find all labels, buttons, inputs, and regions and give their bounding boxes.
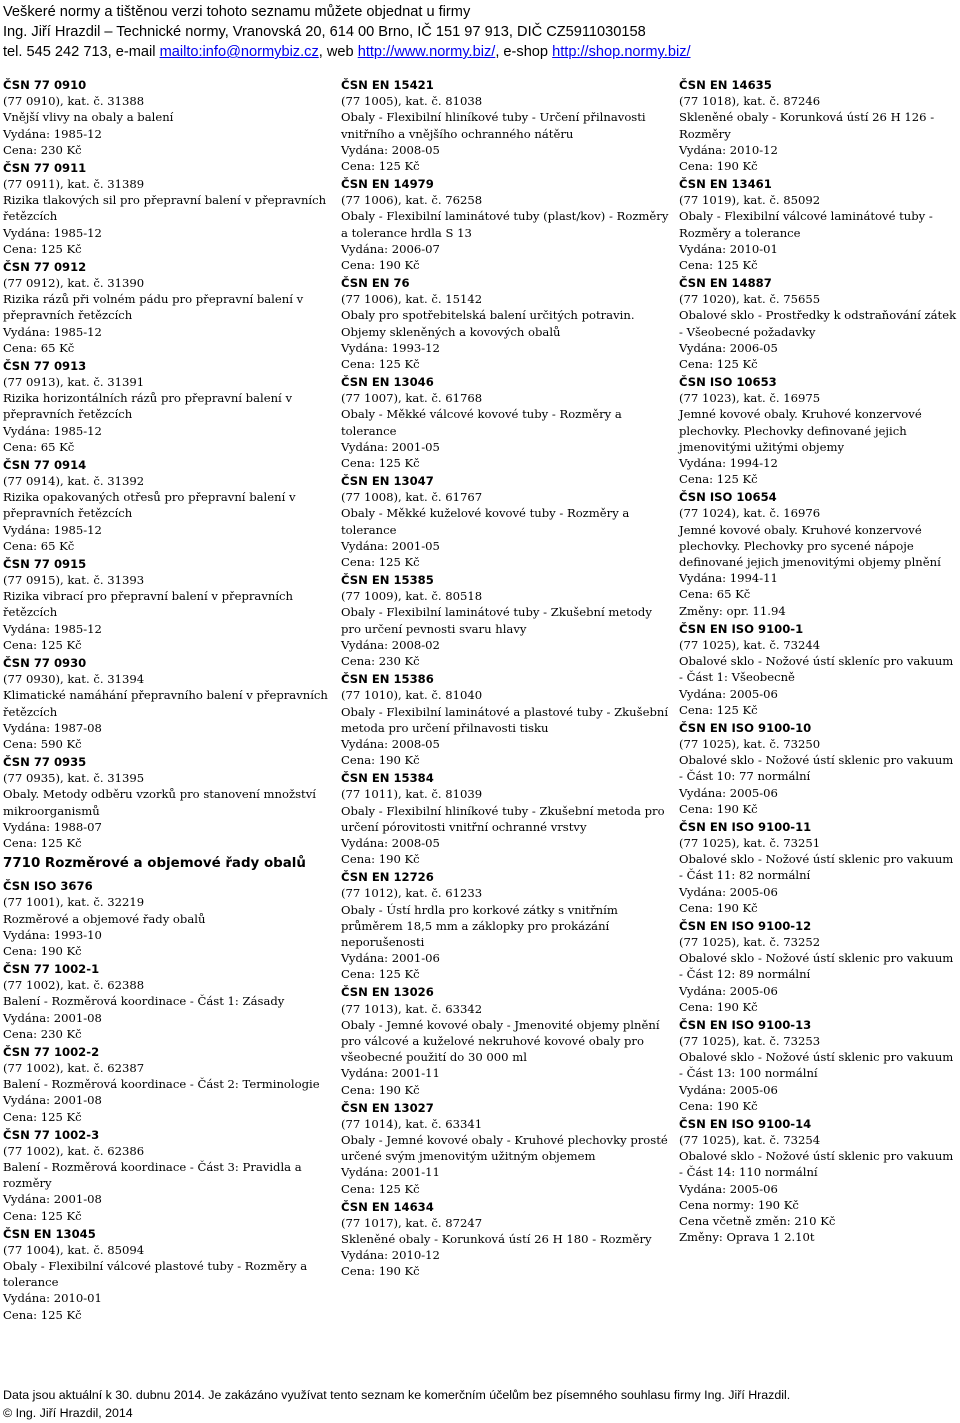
standard-detail-line: Vydána: 1985-12 — [3, 225, 102, 240]
standard-code: ČSN 77 0912 — [3, 259, 87, 274]
standard-entry — [341, 869, 671, 982]
standard-detail-line: Vydána: 2001-08 — [3, 1010, 102, 1025]
standard-code: ČSN 77 1002-2 — [3, 1044, 100, 1059]
standard-code: ČSN EN ISO 9100-11 — [679, 819, 812, 834]
standard-code: ČSN 77 0935 — [3, 754, 87, 769]
standard-code: ČSN EN 15386 — [341, 672, 434, 687]
standard-detail-line: Cena: 125 Kč — [679, 702, 758, 717]
standard-detail-line: (77 0910), kat. č. 31388 — [3, 94, 145, 109]
standard-detail-line: Cena: 190 Kč — [679, 801, 758, 816]
standard-detail-line: Skleněné obaly - Korunková ústí 26 H 180 - Rozměry — [341, 1231, 652, 1246]
standard-detail-line: Balení - Rozměrová koordinace - Část 3: Pravidla a rozměry — [3, 1159, 302, 1191]
standard-detail-line: Balení - Rozměrová koordinace - Část 1: Zásady — [3, 994, 285, 1009]
standard-detail-line: Vydána: 1993-10 — [3, 927, 102, 942]
standard-detail-line: Obaly - Flexibilní laminátové tuby - Zkušební metody pro určení pevnosti svaru hlavy — [341, 605, 652, 636]
standard-detail-line: (77 1002), kat. č. 62387 — [3, 1060, 145, 1075]
standard-detail-line: Cena: 125 Kč — [3, 1109, 82, 1124]
standard-code: ČSN 77 0911 — [3, 160, 87, 175]
standard-detail-line: (77 1005), kat. č. 81038 — [341, 94, 483, 109]
standard-detail-line: (77 0912), kat. č. 31390 — [3, 276, 145, 291]
standard-detail-line: Vydána: 2008-05 — [341, 835, 440, 850]
standard-entry — [679, 489, 957, 619]
standard-detail-line: Cena: 65 Kč — [679, 587, 751, 602]
header-company-info: Ing. Jiří Hrazdil – Technické normy, Vranovská 20, 614 00 Brno, IČ 151 97 913, DIČ CZ5911030158 — [3, 24, 646, 40]
standard-detail-line: Obaly - Flexibilní válcové plastové tuby - Rozměry a tolerance — [3, 1258, 308, 1290]
standard-code: ČSN EN 76 — [341, 276, 410, 291]
standard-detail-line: (77 0915), kat. č. 31393 — [3, 573, 145, 588]
standard-code: ČSN EN 14887 — [679, 276, 772, 291]
standard-detail-line: Vydána: 2005-06 — [679, 1181, 778, 1196]
standard-entry — [3, 1226, 333, 1323]
standard-code: ČSN EN 13046 — [341, 375, 434, 390]
standard-detail-line: Změny: opr. 11.94 — [679, 603, 786, 618]
standard-code: ČSN EN 13461 — [679, 177, 772, 192]
standard-detail-line: (77 1025), kat. č. 73252 — [679, 934, 821, 949]
standard-code: ČSN ISO 10654 — [679, 490, 777, 505]
standard-detail-line: Cena: 125 Kč — [341, 1181, 420, 1196]
standard-detail-line: Obalové sklo - Nožové ústí sklenic pro vakuum - Část 13: 100 normální — [679, 1050, 954, 1081]
standard-detail-line: (77 1019), kat. č. 85092 — [679, 193, 821, 208]
header-phone-text: tel. 545 242 713, e-mail — [3, 44, 160, 60]
standard-detail-line: Vydána: 2001-11 — [341, 1066, 440, 1081]
standard-detail-line: Cena: 230 Kč — [3, 142, 82, 157]
standard-detail-line: Cena: 190 Kč — [679, 999, 758, 1014]
standard-entry — [3, 358, 333, 455]
standard-detail-line: (77 0935), kat. č. 31395 — [3, 771, 145, 786]
standard-code: ČSN EN 13045 — [3, 1226, 96, 1241]
standard-detail-line: Vydána: 2010-12 — [341, 1248, 440, 1263]
standard-detail-line: (77 0911), kat. č. 31389 — [3, 177, 145, 192]
standard-code: ČSN EN 15384 — [341, 771, 434, 786]
standard-entry — [679, 77, 957, 174]
standard-detail-line: (77 1024), kat. č. 16976 — [679, 506, 821, 521]
standard-detail-line: Vydána: 1985-12 — [3, 324, 102, 339]
standard-detail-line: (77 1025), kat. č. 73251 — [679, 835, 821, 850]
standard-detail-line: Vydána: 1985-12 — [3, 522, 102, 537]
standard-entry — [3, 160, 333, 257]
standard-code: ČSN EN 14635 — [679, 78, 772, 92]
standard-entry — [3, 556, 333, 653]
catalog-column-2 — [341, 77, 671, 1281]
standard-detail-line: Cena: 190 Kč — [341, 753, 420, 768]
standard-entry — [679, 275, 957, 372]
standard-entry — [341, 77, 671, 174]
standard-detail-line: Vydána: 2001-08 — [3, 1093, 102, 1108]
standard-detail-line: Jemné kovové obaly. Kruhové konzervové plechovky. Plechovky pro sycené nápoje definované jejich jmenovitými objemy plnění — [679, 522, 941, 570]
standard-detail-line: Vydána: 2008-05 — [341, 142, 440, 157]
standard-detail-line: Obalové sklo - Nožové ústí sklenic pro vakuum - Část 14: 110 normální — [679, 1149, 954, 1180]
standard-detail-line: Vydána: 1985-12 — [3, 126, 102, 141]
standard-detail-line: (77 1007), kat. č. 61768 — [341, 391, 483, 406]
standard-detail-line: (77 1013), kat. č. 63342 — [341, 1001, 483, 1016]
standard-detail-line: Vydána: 2001-06 — [341, 951, 440, 966]
standard-detail-line: Obaly - Jemné kovové obaly - Jmenovité objemy plnění pro válcové a kuželové nekruhové kovové obaly pro všeobecné použití do 30 000 ml — [341, 1017, 660, 1065]
standard-detail-line: Cena: 190 Kč — [341, 852, 420, 867]
standard-code: ČSN 77 0910 — [3, 78, 87, 92]
standard-detail-line: Vydána: 1985-12 — [3, 423, 102, 438]
standard-entry — [341, 176, 671, 273]
standard-entry — [3, 961, 333, 1042]
standard-code: ČSN 77 0914 — [3, 457, 87, 472]
standard-detail-line: (77 0930), kat. č. 31394 — [3, 672, 145, 687]
eshop-link[interactable]: http://shop.normy.biz/ — [552, 44, 691, 60]
standard-detail-line: Vydána: 2010-01 — [679, 241, 778, 256]
standard-entry — [3, 878, 333, 959]
standard-code: ČSN EN ISO 9100-12 — [679, 918, 812, 933]
standard-detail-line: Vydána: 2001-08 — [3, 1192, 102, 1207]
standard-detail-line: Klimatické namáhání přepravního balení v přepravních řetězcích — [3, 688, 328, 719]
standard-entry — [341, 671, 671, 768]
standard-detail-line: Obaly - Měkké kuželové kovové tuby - Rozměry a tolerance — [341, 506, 630, 537]
standard-detail-line: Skleněné obaly - Korunková ústí 26 H 126 - Rozměry — [679, 110, 935, 141]
standard-code: ČSN 77 1002-3 — [3, 1127, 100, 1142]
standard-detail-line: Vydána: 1994-12 — [679, 456, 778, 471]
standard-code: ČSN EN 13047 — [341, 474, 434, 489]
standard-detail-line: Cena: 125 Kč — [679, 472, 758, 487]
standard-detail-line: Balení - Rozměrová koordinace - Část 2: Terminologie — [3, 1077, 320, 1092]
standard-detail-line: Cena: 190 Kč — [341, 258, 420, 273]
standard-detail-line: Rizika tlakových sil pro přepravní balení v přepravních řetězcích — [3, 193, 327, 224]
standard-detail-line: Cena: 125 Kč — [341, 967, 420, 982]
standard-detail-line: Rizika horizontálních rázů pro přepravní balení v přepravních řetězcích — [3, 391, 292, 422]
standard-detail-line: (77 1001), kat. č. 32219 — [3, 895, 145, 910]
standard-detail-line: (77 0913), kat. č. 31391 — [3, 375, 145, 390]
header-contact-line — [3, 42, 953, 62]
standard-detail-line: (77 1011), kat. č. 81039 — [341, 787, 483, 802]
standard-detail-line: Obalové sklo - Nožové ústí sklenic pro vakuum - Část 11: 82 normální — [679, 852, 954, 883]
standard-detail-line: Cena: 190 Kč — [679, 900, 758, 915]
standard-detail-line: (77 1012), kat. č. 61233 — [341, 886, 483, 901]
standard-entry — [3, 259, 333, 356]
standard-entry — [341, 1199, 671, 1280]
standard-detail-line: Vydána: 2001-05 — [341, 538, 440, 553]
standard-code: ČSN 77 0915 — [3, 556, 87, 571]
standard-detail-line: Vydána: 2010-01 — [3, 1291, 102, 1306]
standard-detail-line: Vydána: 2005-06 — [679, 785, 778, 800]
standard-detail-line: Vydána: 2008-05 — [341, 736, 440, 751]
standard-detail-line: Cena: 230 Kč — [341, 654, 420, 669]
standard-detail-line: Cena: 190 Kč — [3, 943, 82, 958]
standard-detail-line: Cena: 65 Kč — [3, 538, 75, 553]
standard-code: ČSN EN 12726 — [341, 870, 434, 885]
standard-code: ČSN EN 14634 — [341, 1199, 434, 1214]
footer-copyright: © Ing. Jiří Hrazdil, 2014 — [3, 1406, 133, 1420]
standard-entry — [679, 374, 957, 487]
standard-detail-line: (77 1018), kat. č. 87246 — [679, 94, 821, 109]
standard-detail-line: Změny: Oprava 1 2.10t — [679, 1230, 815, 1245]
standard-detail-line: (77 1025), kat. č. 73250 — [679, 736, 821, 751]
page-footer — [3, 1386, 958, 1422]
standard-detail-line: Obalové sklo - Nožové ústí sklenic pro vakuum - Část 10: 77 normální — [679, 753, 954, 784]
standard-detail-line: Rizika rázů při volném pádu pro přepravní balení v přepravních řetězcích — [3, 292, 304, 323]
standard-detail-line: Cena: 125 Kč — [341, 357, 420, 372]
standard-entry — [341, 572, 671, 669]
footer-disclaimer: Data jsou aktuální k 30. dubnu 2014. Je zakázáno využívat tento seznam ke komerčním účelům bez písemného souhlasu firmy Ing. Jiří Hrazdil. — [3, 1388, 791, 1402]
standard-code: ČSN EN 13026 — [341, 985, 434, 1000]
standard-code: ČSN ISO 3676 — [3, 879, 93, 894]
standard-detail-line: Obaly - Ústí hrdla pro korkové zátky s vnitřním průměrem 18,5 mm a záklopky pro prokázání neporušenosti — [341, 902, 618, 949]
standard-detail-line: Cena: 230 Kč — [3, 1026, 82, 1041]
standard-entry — [3, 754, 333, 851]
section-heading: 7710 Rozměrové a objemové řady obalů — [3, 856, 306, 872]
standard-detail-line: Obaly - Jemné kovové obaly - Kruhové plechovky prosté určené svým jmenovitým užitným objemem — [341, 1132, 668, 1164]
standard-detail-line: (77 1002), kat. č. 62388 — [3, 978, 145, 993]
standard-detail-line: Cena: 190 Kč — [679, 1098, 758, 1113]
standard-detail-line: Cena: 125 Kč — [341, 555, 420, 570]
standard-detail-line: Cena: 125 Kč — [3, 637, 82, 652]
header-web-label: , web — [318, 44, 358, 60]
standard-detail-line: Cena: 65 Kč — [3, 340, 75, 355]
standard-code: ČSN 77 0930 — [3, 655, 87, 670]
catalog-column-3 — [679, 77, 957, 1247]
standard-detail-line: Cena: 125 Kč — [341, 159, 420, 174]
standard-entry — [341, 984, 671, 1097]
standard-detail-line: Cena: 125 Kč — [3, 835, 82, 850]
standard-detail-line: Vydána: 2005-06 — [679, 686, 778, 701]
standard-detail-line: Vydána: 1985-12 — [3, 621, 102, 636]
standard-detail-line: Vydána: 1993-12 — [341, 340, 440, 355]
standard-detail-line: (77 1002), kat. č. 62386 — [3, 1143, 145, 1158]
standard-entry — [3, 1127, 333, 1224]
standard-detail-line: (77 1004), kat. č. 85094 — [3, 1242, 145, 1257]
standard-detail-line: (77 1006), kat. č. 76258 — [341, 193, 483, 208]
standard-detail-line: Vydána: 2001-11 — [341, 1165, 440, 1180]
standard-detail-line: Rozměrové a objemové řady obalů — [3, 911, 206, 926]
standard-detail-line: Vydána: 1994-11 — [679, 571, 778, 586]
standard-entry — [341, 275, 671, 372]
standard-entry — [3, 1044, 333, 1125]
standard-code: ČSN 77 1002-1 — [3, 961, 100, 976]
standard-entry — [3, 77, 333, 158]
standard-detail-line: Obalové sklo - Prostředky k odstraňování zátek - Všeobecné požadavky — [679, 308, 957, 339]
standard-code: ČSN ISO 10653 — [679, 375, 777, 390]
standard-detail-line: Vydána: 2010-12 — [679, 142, 778, 157]
standard-code: ČSN EN 15385 — [341, 573, 434, 588]
standard-code: ČSN EN ISO 9100-1 — [679, 621, 804, 636]
standard-detail-line: Obaly. Metody odběru vzorků pro stanovení množství mikroorganismů — [3, 787, 316, 818]
standard-detail-line: (77 1008), kat. č. 61767 — [341, 490, 483, 505]
standard-detail-line: Vydána: 2005-06 — [679, 884, 778, 899]
standard-code: ČSN EN ISO 9100-14 — [679, 1116, 812, 1131]
standard-detail-line: (77 1023), kat. č. 16975 — [679, 391, 821, 406]
standard-entry — [3, 655, 333, 752]
standard-detail-line: Vydána: 1987-08 — [3, 720, 102, 735]
standard-detail-line: Obaly pro spotřebitelská balení určitých potravin. Objemy skleněných a kovových obalů — [341, 308, 635, 339]
standard-detail-line: Cena: 125 Kč — [679, 258, 758, 273]
standard-entry — [341, 374, 671, 471]
standard-entry — [341, 770, 671, 867]
standard-detail-line: Cena: 190 Kč — [679, 159, 758, 174]
standard-detail-line: Cena: 125 Kč — [3, 1307, 82, 1322]
standard-detail-line: Vydána: 2005-06 — [679, 983, 778, 998]
standard-code: ČSN 77 0913 — [3, 358, 87, 373]
standard-entry — [3, 457, 333, 554]
standard-detail-line: Obaly - Flexibilní laminátové a plastové tuby - Zkušební metoda pro určení přilnavosti tisku — [341, 704, 669, 735]
standard-detail-line: Jemné kovové obaly. Kruhové konzervové plechovky. Plechovky definované jejich jmenovitými užitými objemy — [679, 407, 922, 454]
standard-entry — [679, 621, 957, 718]
standard-detail-line: Obalové sklo - Nožové ústí skleníc pro vakuum - Část 1: Všeobecně — [679, 654, 954, 685]
standard-detail-line: Cena: 190 Kč — [341, 1082, 420, 1097]
standard-detail-line: Vydána: 1988-07 — [3, 819, 102, 834]
standard-detail-line: (77 1009), kat. č. 80518 — [341, 589, 483, 604]
standard-detail-line: Vydána: 2005-06 — [679, 1082, 778, 1097]
standard-detail-line: Cena: 190 Kč — [341, 1264, 420, 1279]
email-link[interactable]: mailto:info@normybiz.cz — [159, 44, 319, 60]
standard-detail-line: (77 1010), kat. č. 81040 — [341, 688, 483, 703]
standard-detail-line: Vydána: 2006-07 — [341, 241, 440, 256]
standard-detail-line: Cena: 125 Kč — [679, 357, 758, 372]
standard-code: ČSN EN 13027 — [341, 1100, 434, 1115]
standard-detail-line: Obaly - Flexibilní laminátové tuby (plast/kov) - Rozměry a tolerance hrdla S 13 — [341, 209, 669, 240]
standard-detail-line: Cena normy: 190 Kč — [679, 1197, 799, 1212]
standard-detail-line: (77 1025), kat. č. 73254 — [679, 1132, 821, 1147]
standard-detail-line: Cena: 65 Kč — [3, 439, 75, 454]
standard-code: ČSN EN 15421 — [341, 78, 434, 92]
standard-detail-line: (77 1025), kat. č. 73253 — [679, 1033, 821, 1048]
web-link[interactable]: http://www.normy.biz/ — [357, 44, 496, 60]
standard-detail-line: Obalové sklo - Nožové ústí sklenic pro vakuum - Část 12: 89 normální — [679, 951, 954, 982]
standard-detail-line: Cena: 590 Kč — [3, 736, 82, 751]
standard-detail-line: Rizika opakovaných otřesů pro přepravní balení v přepravních řetězcích — [3, 490, 296, 521]
standard-code: ČSN EN ISO 9100-13 — [679, 1017, 812, 1032]
standard-detail-line: Cena: 125 Kč — [3, 241, 82, 256]
standard-detail-line: Obaly - Flexibilní hliníkové tuby - Určení přilnavosti vnitřního a vnějšího ochranného nátěru — [341, 110, 646, 141]
standard-detail-line: Cena: 125 Kč — [3, 1208, 82, 1223]
header-eshop-label: , e-shop — [495, 44, 553, 60]
standard-entry — [679, 1116, 957, 1246]
standard-detail-line: Vnější vlivy na obaly a balení — [3, 110, 174, 125]
standard-entry — [341, 1100, 671, 1197]
standard-code: ČSN EN 14979 — [341, 177, 434, 192]
standard-detail-line: (77 1006), kat. č. 15142 — [341, 292, 483, 307]
standard-detail-line: (77 0914), kat. č. 31392 — [3, 474, 145, 489]
standard-detail-line: (77 1025), kat. č. 73244 — [679, 637, 821, 652]
standard-detail-line: Obaly - Flexibilní válcové laminátové tuby - Rozměry a tolerance — [679, 209, 933, 240]
standard-detail-line: Cena včetně změn: 210 Kč — [679, 1213, 836, 1228]
standard-detail-line: Vydána: 2006-05 — [679, 340, 778, 355]
standard-detail-line: (77 1020), kat. č. 75655 — [679, 292, 821, 307]
standard-entry — [679, 918, 957, 1015]
standard-detail-line: Cena: 125 Kč — [341, 456, 420, 471]
page-header — [3, 2, 953, 62]
header-order-notice: Veškeré normy a tištěnou verzi tohoto seznamu můžete objednat u firmy — [3, 4, 471, 20]
standard-detail-line: Obaly - Flexibilní hliníkové tuby - Zkušební metoda pro určení pórovitosti vnitřní ochranné vrstvy — [341, 803, 665, 834]
standard-detail-line: Obaly - Měkké válcové kovové tuby - Rozměry a tolerance — [341, 407, 622, 438]
standard-detail-line: Vydána: 2001-05 — [341, 439, 440, 454]
standard-detail-line: (77 1014), kat. č. 63341 — [341, 1116, 483, 1131]
standard-code: ČSN EN ISO 9100-10 — [679, 720, 812, 735]
standard-entry — [679, 720, 957, 817]
standard-detail-line: Vydána: 2008-02 — [341, 637, 440, 652]
standard-entry — [679, 176, 957, 273]
standard-entry — [679, 819, 957, 916]
standard-detail-line: (77 1017), kat. č. 87247 — [341, 1215, 483, 1230]
standard-entry — [341, 473, 671, 570]
standard-detail-line: Rizika vibrací pro přepravní balení v přepravních řetězcích — [3, 589, 294, 620]
catalog-column-1 — [3, 77, 333, 1325]
standard-entry — [679, 1017, 957, 1114]
